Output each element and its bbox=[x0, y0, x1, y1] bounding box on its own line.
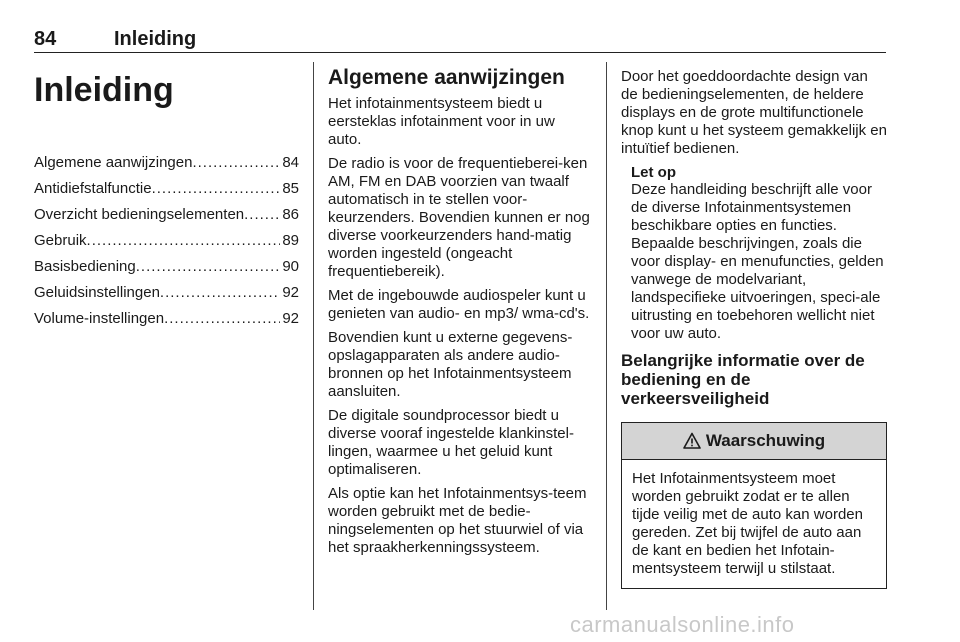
warning-title: Waarschuwing bbox=[705, 431, 826, 450]
toc-label: Geluidsinstellingen bbox=[34, 284, 160, 301]
subsection-heading: Belangrijke informatie over de bediening en de verkeersveiligheid bbox=[621, 351, 865, 408]
right-column bbox=[621, 62, 887, 589]
toc-label: Volume-instellingen bbox=[34, 310, 165, 327]
warning-box bbox=[621, 422, 887, 589]
note-text: Deze handleiding beschrijft alle voor de diverse Infotainmentsystemen beschikbare opties en functies. Bepaalde beschrijvingen, zoals die voor display- en menufuncties, gelden vanwege de modelvariant, landspecifieke uitvoeringen, speci-ale uitrusting en toebehoren wellicht niet voor uw auto. bbox=[631, 181, 884, 342]
chapter-title: Inleiding bbox=[34, 71, 174, 109]
toc-page: 89 bbox=[282, 232, 299, 249]
toc-leader bbox=[160, 280, 280, 306]
table-of-contents bbox=[34, 150, 299, 332]
toc-leader bbox=[192, 150, 280, 176]
toc-label: Algemene aanwijzingen bbox=[34, 154, 193, 171]
toc-entry[interactable] bbox=[34, 306, 299, 332]
warning-body bbox=[622, 460, 886, 588]
toc-page: 92 bbox=[282, 284, 299, 301]
toc-leader bbox=[136, 254, 281, 280]
toc-label: Antidiefstalfunctie bbox=[34, 180, 152, 197]
warning-text: Het Infotainmentsysteem moet worden gebruikt zodat er te allen tijde veilig met de auto kan worden gereden. Zet bij twijfel de auto aan de kant en bedien het Infotain-mentsysteem terwijl u stilstaat. bbox=[632, 470, 863, 577]
body-paragraph: Als optie kan het Infotainmentsys-teem worden gebruikt met de bedie-ningselementen op het stuurwiel of via het spraakherkenningssysteem. bbox=[328, 485, 587, 556]
column-divider-left bbox=[313, 62, 314, 610]
body-paragraph: Het infotainmentsysteem biedt u eersteklas infotainment voor in uw auto. bbox=[328, 95, 555, 148]
note-title: Let op bbox=[631, 164, 676, 181]
page-number: 84 bbox=[34, 28, 57, 50]
body-paragraph: Bovendien kunt u externe gegevens-opslagapparaten als andere audio-bronnen op het Infotainmentsysteem aansluiten. bbox=[328, 329, 573, 400]
warning-triangle-icon bbox=[683, 432, 701, 450]
note-block bbox=[631, 164, 887, 343]
toc-leader bbox=[152, 176, 281, 202]
body-paragraph: Met de ingebouwde audiospeler kunt u genieten van audio- en mp3/ wma-cd's. bbox=[328, 287, 590, 322]
toc-entry[interactable] bbox=[34, 280, 299, 306]
warning-header bbox=[622, 423, 886, 460]
site-watermark: carmanualsonline.info bbox=[570, 612, 795, 637]
body-paragraph: De digitale soundprocessor biedt u diverse vooraf ingestelde klankinstel-lingen, waarmee u het geluid kunt optimaliseren. bbox=[328, 407, 574, 478]
toc-entry[interactable] bbox=[34, 254, 299, 280]
toc-label: Overzicht bedieningselementen bbox=[34, 206, 245, 223]
column-divider-right bbox=[606, 62, 607, 610]
toc-page: 92 bbox=[282, 310, 299, 327]
toc-leader bbox=[164, 306, 280, 332]
toc-label: Gebruik bbox=[34, 232, 87, 249]
toc-leader bbox=[244, 202, 280, 228]
toc-page: 85 bbox=[282, 180, 299, 197]
toc-leader bbox=[87, 228, 281, 254]
toc-page: 84 bbox=[282, 154, 299, 171]
toc-entry[interactable] bbox=[34, 176, 299, 202]
toc-label: Basisbediening bbox=[34, 258, 136, 275]
toc-entry[interactable] bbox=[34, 150, 299, 176]
running-title: Inleiding bbox=[114, 28, 197, 50]
body-paragraph: De radio is voor de frequentieberei-ken AM, FM en DAB voorzien van twaalf automatisch in te stellen voor-keurzenders. Bovendien kunnen er nog diverse voorkeurzenders hand-matig worden ingesteld (ongeacht frequentiebereik). bbox=[328, 155, 590, 280]
toc-entry[interactable] bbox=[34, 228, 299, 254]
page-header bbox=[34, 28, 886, 53]
section-heading: Algemene aanwijzingen bbox=[328, 66, 565, 89]
toc-page: 86 bbox=[282, 206, 299, 223]
middle-column bbox=[328, 62, 592, 563]
toc-entry[interactable] bbox=[34, 202, 299, 228]
left-column bbox=[34, 62, 299, 332]
toc-page: 90 bbox=[282, 258, 299, 275]
intro-paragraph: Door het goeddoordachte design van de bedieningselementen, de heldere displays en de grote multifunctionele knop kunt u het systeem gemakkelijk en intuïtief bedienen. bbox=[621, 68, 887, 157]
